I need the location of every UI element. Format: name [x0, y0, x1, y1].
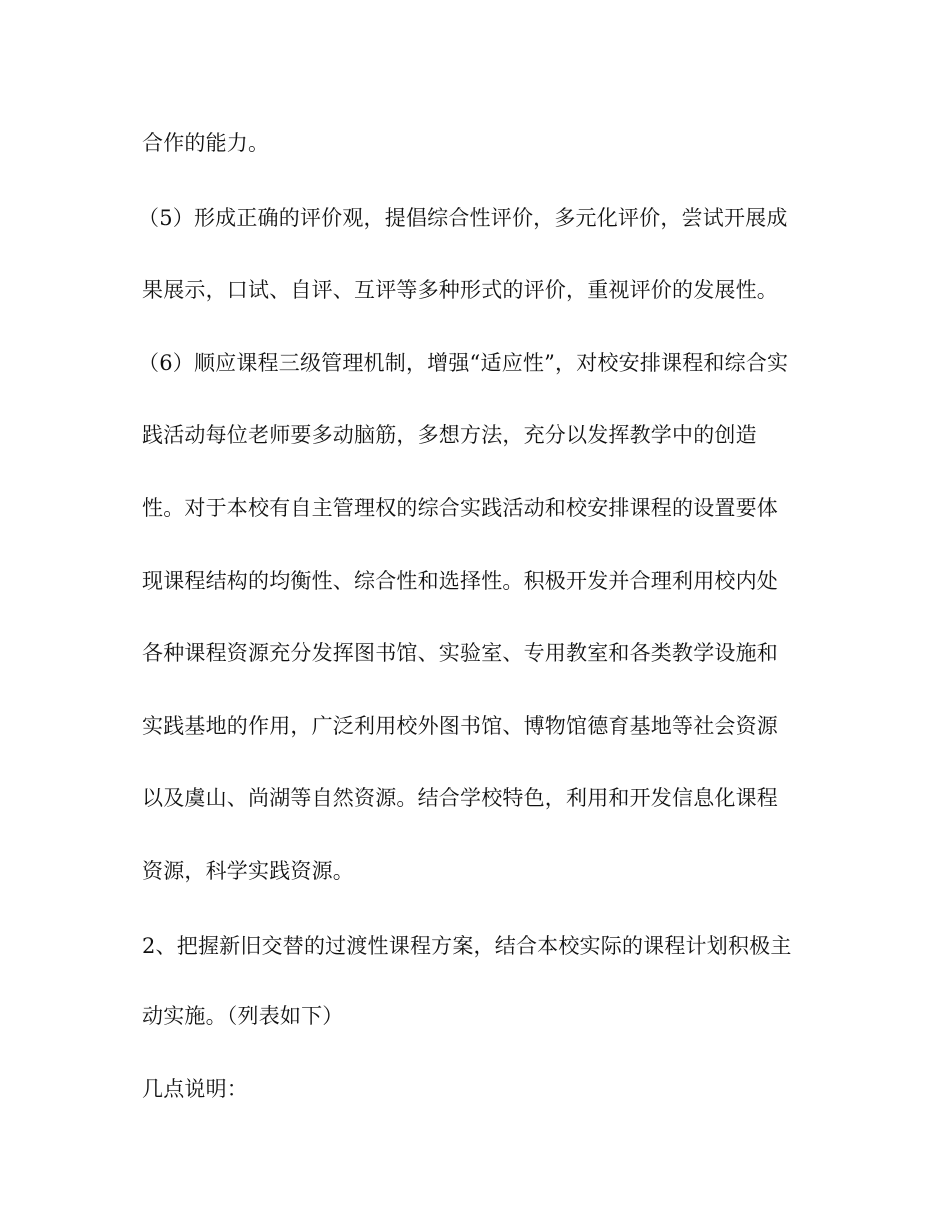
text-line-4: （6）顺应课程三级管理机制，增强“适应性”，对校安排课程和综合实: [138, 351, 789, 375]
text-line-6: 性。对于本校有自主管理权的综合实践活动和校安排课程的设置要体: [142, 496, 778, 520]
text-line-5: 践活动每位老师要多动脑筋，多想方法，充分以发挥教学中的创造: [142, 423, 757, 447]
text-line-13: 动实施。（列表如下）: [142, 1004, 344, 1028]
text-line-3: 果展示，口试、自评、互评等多种形式的评价，重视评价的发展性。: [142, 278, 778, 302]
text-line-11: 资源，科学实践资源。: [142, 859, 354, 883]
text-line-10: 以及虞山、尚湖等自然资源。结合学校特色，利用和开发信息化课程: [142, 786, 778, 810]
text-line-2: （5）形成正确的评价观，提倡综合性评价，多元化评价，尝试开展成: [138, 206, 788, 230]
text-line-12: 2、把握新旧交替的过渡性课程方案，结合本校实际的课程计划积极主: [142, 934, 792, 958]
text-line-1: 合作的能力。: [142, 131, 270, 155]
text-line-7: 现课程结构的均衡性、综合性和选择性。积极开发并合理利用校内处: [142, 569, 778, 593]
text-line-14: 几点说明：: [142, 1077, 248, 1101]
text-line-9: 实践基地的作用，广泛利用校外图书馆、博物馆德育基地等社会资源: [142, 714, 778, 738]
text-line-8: 各种课程资源充分发挥图书馆、实验室、专用教室和各类教学设施和: [142, 641, 778, 665]
